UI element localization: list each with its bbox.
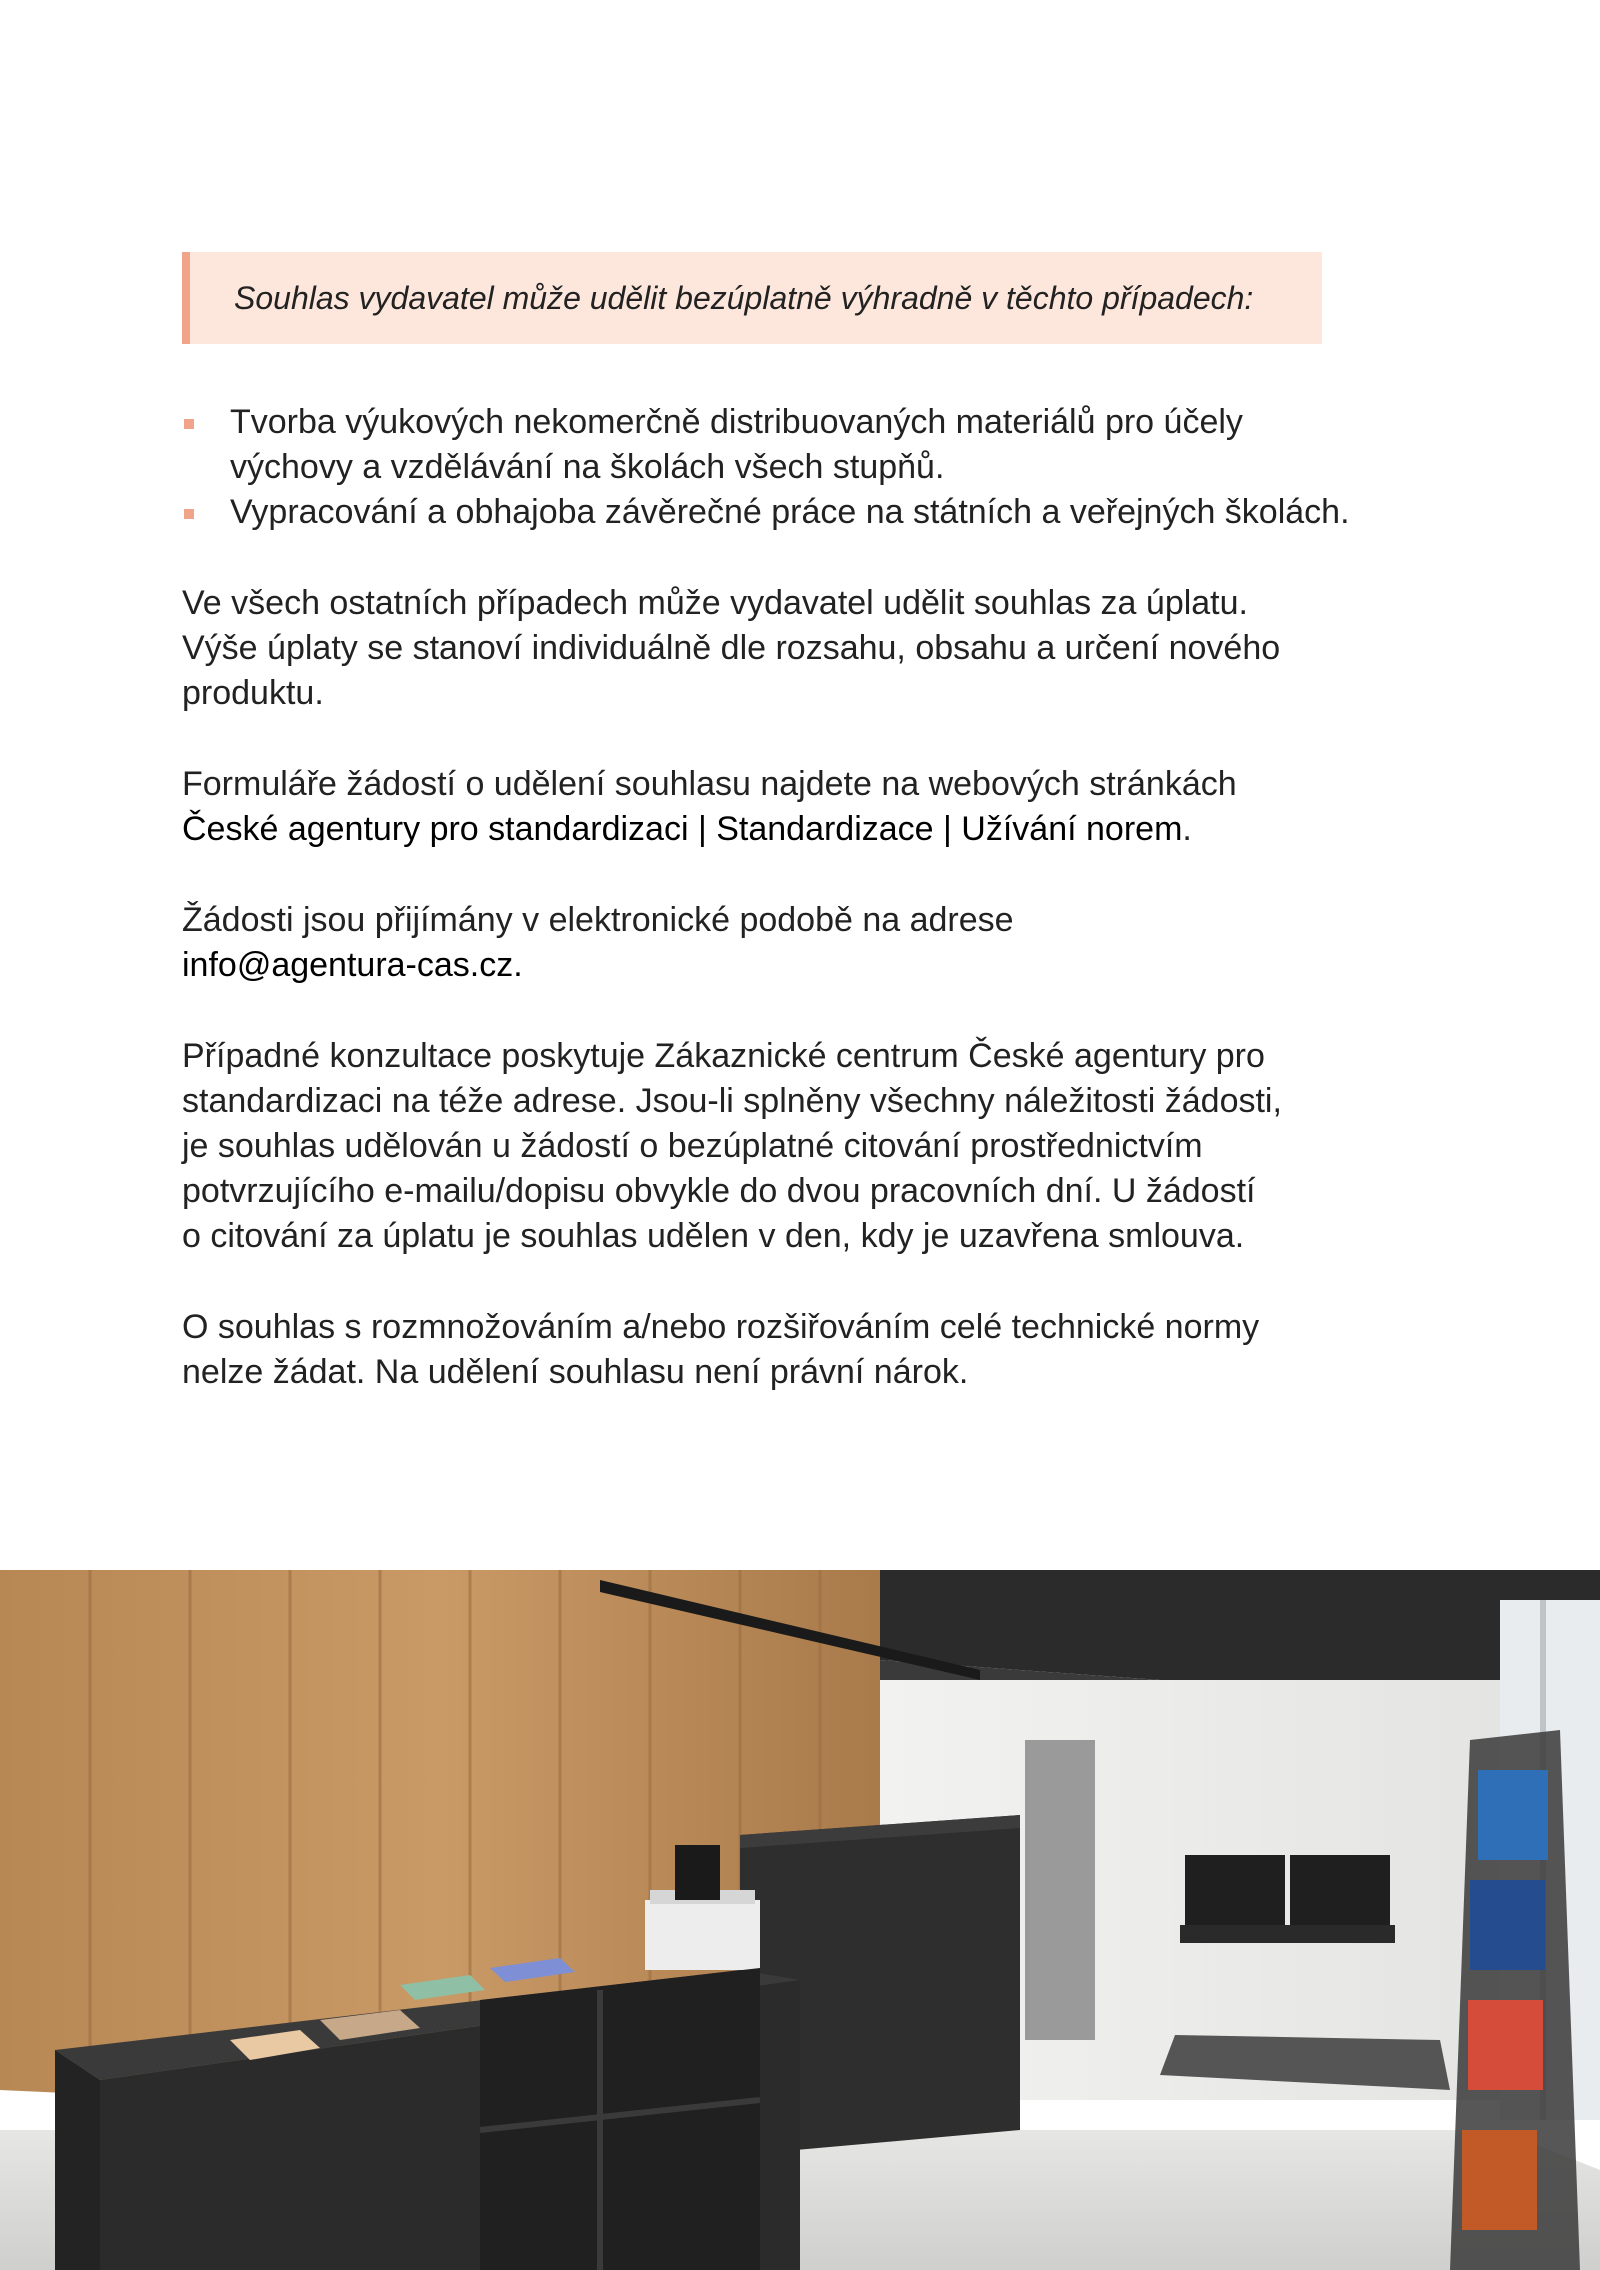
list-item: Tvorba výukových nekomerčně distribuovaných materiálů pro účely výchovy a vzdělávání na školách všech stupňů. xyxy=(182,400,1482,490)
email-link[interactable]: info@agentura-cas.cz. xyxy=(182,946,523,984)
callout-box xyxy=(182,252,1322,344)
paragraph-fee: Ve všech ostatních případech může vydavatel udělit souhlas za úplatu. Výše úplaty se stanoví individuálně dle rozsahu, obsahu a určení nového produktu. xyxy=(182,584,1281,712)
forms-link[interactable]: České agentury pro standardizaci | Standardizace | Užívání norem xyxy=(182,810,1183,848)
paragraph-restriction: O souhlas s rozmnožováním a/nebo rozšiřováním celé technické normy nelze žádat. Na udělení souhlasu není právní nárok. xyxy=(182,1308,1260,1391)
paragraph-consultation: Případné konzultace poskytuje Zákaznické centrum České agentury pro standardizaci na téže adrese. Jsou-li splněny všechny náležitosti žádosti, je souhlas udělován u žádostí o bezúplatné citování prostřednictvím potvrzujícího e-mailu/dopisu obvykle do dvou pracovních dní. U žádostí o citování za úplatu je souhlas udělen v den, kdy je uzavřena smlouva. xyxy=(182,1037,1282,1255)
paragraph-forms: Formuláře žádostí o udělení souhlasu najdete na webových stránkách České agentury pro standardizaci | Standardizace | Užívání norem. xyxy=(182,765,1237,848)
main-content xyxy=(182,400,1482,1395)
paragraph-requests: Žádosti jsou přijímány v elektronické podobě na adrese info@agentura-cas.cz. xyxy=(182,898,1482,988)
reception-photo xyxy=(0,1570,1600,2270)
square-bullet-icon xyxy=(184,419,194,429)
callout-text: Souhlas vydavatel může udělit bezúplatně výhradně v těchto případech: xyxy=(234,279,1254,316)
list-item: Vypracování a obhajoba závěrečné práce na státních a veřejných školách. xyxy=(182,490,1482,535)
bullet-list xyxy=(182,400,1482,535)
square-bullet-icon xyxy=(184,509,194,519)
